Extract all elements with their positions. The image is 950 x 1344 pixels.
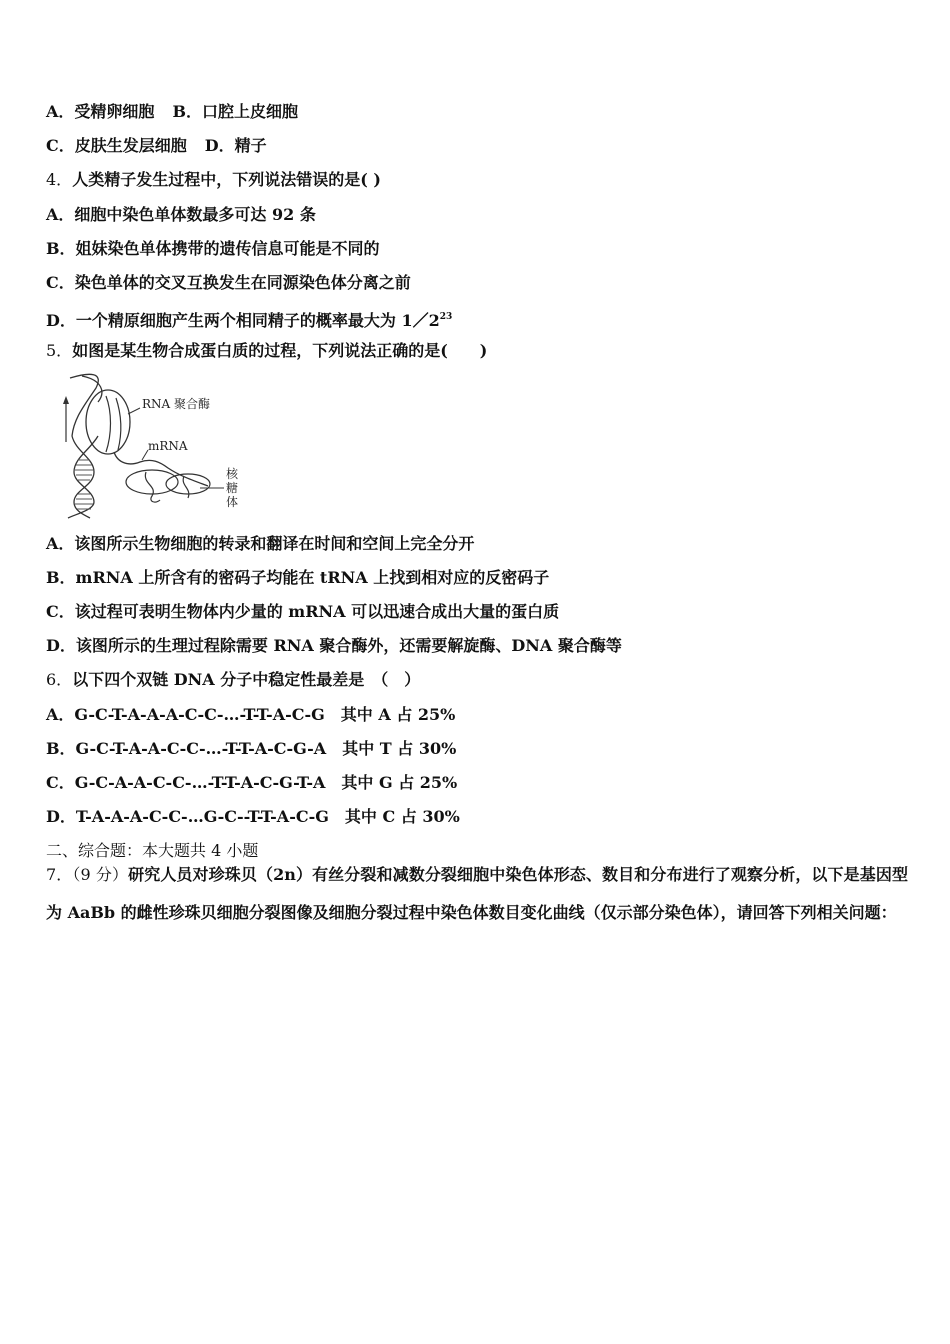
polypeptide-1 xyxy=(145,472,160,502)
q6-option-b: B．G-C-T-A-A-C-C-…-T-T-A-C-G-A 其中 T 占 30% xyxy=(46,739,457,758)
q3-options-ab xyxy=(46,102,298,122)
section-heading: 二、综合题：本大题共 4 小题 xyxy=(46,841,259,860)
q7-score: （9 分） xyxy=(72,865,129,884)
q6-option-d: D．T-A-A-A-C-C-…G-C--T-T-A-C-G 其中 C 占 30% xyxy=(46,807,460,826)
label-ribosome-char-1: 核 xyxy=(226,467,239,481)
q6-option-a: A．G-C-T-A-A-A-C-C-…-T-T-A-C-G 其中 A 占 25% xyxy=(46,705,456,724)
q4-option-d xyxy=(46,307,452,331)
q3-options-cd xyxy=(46,136,267,156)
q3-option-b-text: 口腔上皮细胞 xyxy=(201,102,298,121)
label-rna-polymerase: RNA 聚合酶 xyxy=(142,397,211,411)
q4-stem xyxy=(46,170,381,190)
q3-option-d-label: D． xyxy=(204,136,235,155)
q5-stem-text: 如图是某生物合成蛋白质的过程，下列说法正确的是( ) xyxy=(72,341,488,360)
label-ribosome-char-2: 糖 xyxy=(226,481,239,495)
q4-option-c: C．染色单体的交叉互换发生在同源染色体分离之前 xyxy=(46,273,411,292)
mrna-strand xyxy=(114,452,208,486)
q6-stem xyxy=(46,670,420,690)
q6-number: 6． xyxy=(46,670,73,689)
q7-text: 研究人员对珍珠贝（2n）有丝分裂和减数分裂细胞中染色体形态、数目和分布进行了观察分析，以下是基因型为 AaBb 的雌性珍珠贝细胞分裂图像及细胞分裂过程中染色体数目变化曲线（仅示部分染色体），请回答下列相关问题： xyxy=(46,865,908,922)
q6-stem-text: 以下四个双链 DNA 分子中稳定性最差是 （ ） xyxy=(72,670,421,689)
q4-option-b: B．姐妹染色单体携带的遗传信息可能是不同的 xyxy=(46,239,380,258)
q3-option-c-label: C． xyxy=(46,136,75,155)
q5-option-c: C．该过程可表明生物体内少量的 mRNA 可以迅速合成出大量的蛋白质 xyxy=(46,602,560,621)
polypeptide-2 xyxy=(183,476,189,498)
q4-stem-text: 人类精子发生过程中，下列说法错误的是( ) xyxy=(72,170,381,189)
q4-number: 4． xyxy=(46,170,73,189)
q6-option-c: C．G-C-A-A-C-C-…-T-T-A-C-G-T-A 其中 G 占 25% xyxy=(46,773,458,792)
q3-option-a-label: A． xyxy=(46,102,75,121)
q7-paragraph xyxy=(46,856,908,932)
q5-option-a: A．该图所示生物细胞的转录和翻译在时间和空间上完全分开 xyxy=(46,534,475,553)
q4-option-d-text: D．一个精原细胞产生两个相同精子的概率最大为 1／2 xyxy=(46,311,440,330)
q3-option-c-text: 皮肤生发层细胞 xyxy=(74,136,187,155)
q5-option-d: D．该图所示的生理过程除需要 RNA 聚合酶外，还需要解旋酶、DNA 聚合酶等 xyxy=(46,636,622,655)
q5-stem xyxy=(46,341,487,361)
label-ribosome-char-3: 体 xyxy=(226,495,239,509)
q5-option-b: B．mRNA 上所含有的密码子均能在 tRNA 上找到相对应的反密码子 xyxy=(46,568,550,587)
q3-option-a-text: 受精卵细胞 xyxy=(74,102,155,121)
dna-base-pairs xyxy=(75,460,93,509)
q4-option-a: A．细胞中染色单体数最多可达 92 条 xyxy=(46,205,316,224)
q4-option-d-exponent: 23 xyxy=(439,312,453,322)
arrowhead-icon xyxy=(63,396,69,404)
q5-number: 5． xyxy=(46,341,73,360)
q7-number: 7． xyxy=(46,865,73,884)
transcription-translation-figure xyxy=(60,372,250,520)
label-mrna: mRNA xyxy=(148,439,188,453)
dna-strand-upper-left xyxy=(70,374,98,436)
q3-option-d-text: 精子 xyxy=(234,136,267,155)
q3-option-b-label: B． xyxy=(172,102,202,121)
